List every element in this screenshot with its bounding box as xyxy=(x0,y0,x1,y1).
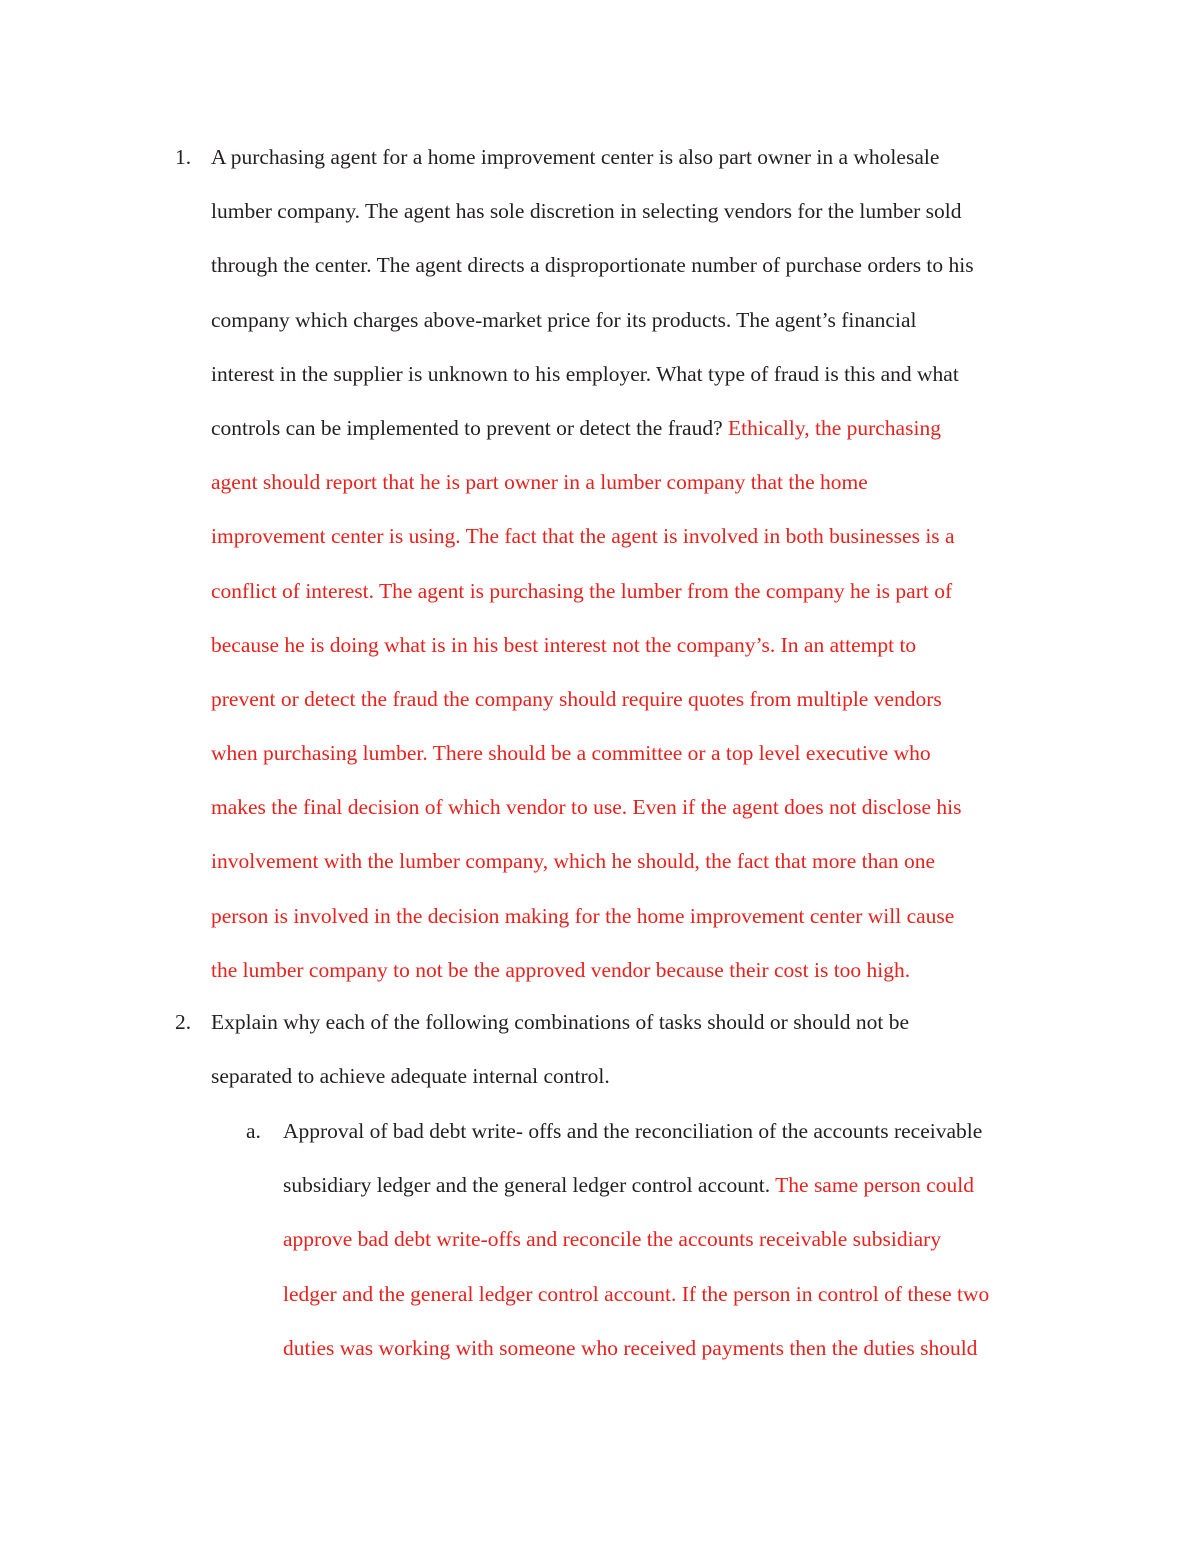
text-line xyxy=(211,889,974,943)
text-line xyxy=(211,184,974,238)
text-line xyxy=(211,780,974,834)
text-line xyxy=(283,1158,989,1212)
text-line xyxy=(211,130,974,184)
answer-text: because he is doing what is in his best interest not the company’s. In an attempt to xyxy=(211,632,917,657)
text-line xyxy=(211,455,974,509)
question-1-number: 1. xyxy=(175,145,192,169)
text-line xyxy=(211,834,974,888)
answer-text: conflict of interest. The agent is purchasing the lumber from the company he is part of xyxy=(211,578,953,603)
text-line xyxy=(283,1104,989,1158)
question-text: company which charges above-market price for its products. The agent’s financial xyxy=(211,307,917,332)
text-line xyxy=(283,1321,989,1375)
text-line xyxy=(211,943,974,997)
question-text: subsidiary ledger and the general ledger control account. xyxy=(283,1173,776,1198)
answer-text: when purchasing lumber. There should be a committee or a top level executive who xyxy=(211,741,931,766)
text-line xyxy=(211,509,974,563)
text-line xyxy=(211,347,974,401)
answer-text: ledger and the general ledger control account. If the person in control of these two xyxy=(283,1281,990,1306)
answer-text: agent should report that he is part owner in a lumber company that the home xyxy=(211,470,868,495)
answer-text: Ethically, the purchasing xyxy=(728,415,941,440)
question-text: lumber company. The agent has sole discretion in selecting vendors for the lumber sold xyxy=(211,199,962,224)
answer-text: the lumber company to not be the approved vendor because their cost is too high. xyxy=(211,957,911,982)
text-line xyxy=(211,293,974,347)
question-2a-letter: a. xyxy=(246,1119,261,1143)
question-2a xyxy=(283,1104,989,1375)
answer-text: makes the final decision of which vendor to use. Even if the agent does not disclose his xyxy=(211,795,962,820)
text-line xyxy=(211,1049,909,1103)
text-line xyxy=(211,618,974,672)
question-text: A purchasing agent for a home improvement center is also part owner in a wholesale xyxy=(211,145,940,169)
question-text: Approval of bad debt write- offs and the reconciliation of the accounts receivable xyxy=(283,1119,983,1143)
text-line xyxy=(211,401,974,455)
answer-text: person is involved in the decision making for the home improvement center will cause xyxy=(211,903,955,928)
question-2-number: 2. xyxy=(175,1010,192,1034)
answer-text: The same person could xyxy=(775,1173,974,1198)
question-2 xyxy=(211,995,909,1103)
text-line xyxy=(211,672,974,726)
answer-text: involvement with the lumber company, which he should, the fact that more than one xyxy=(211,849,936,874)
question-text: interest in the supplier is unknown to his employer. What type of fraud is this and what xyxy=(211,361,959,386)
text-line xyxy=(211,726,974,780)
question-text: separated to achieve adequate internal control. xyxy=(211,1064,610,1089)
text-line xyxy=(283,1267,989,1321)
question-text: Explain why each of the following combinations of tasks should or should not be xyxy=(211,1010,910,1034)
text-line xyxy=(211,564,974,618)
text-line xyxy=(211,238,974,292)
text-line xyxy=(211,995,909,1049)
question-text: controls can be implemented to prevent or detect the fraud? xyxy=(211,415,728,440)
text-line xyxy=(283,1212,989,1266)
answer-text: improvement center is using. The fact that the agent is involved in both businesses is a xyxy=(211,524,955,549)
answer-text: duties was working with someone who received payments then the duties should xyxy=(283,1335,978,1360)
question-text: through the center. The agent directs a disproportionate number of purchase orders to his xyxy=(211,253,974,278)
answer-text: prevent or detect the fraud the company should require quotes from multiple vendors xyxy=(211,686,942,711)
question-1 xyxy=(211,130,974,997)
answer-text: approve bad debt write-offs and reconcile the accounts receivable subsidiary xyxy=(283,1227,942,1252)
